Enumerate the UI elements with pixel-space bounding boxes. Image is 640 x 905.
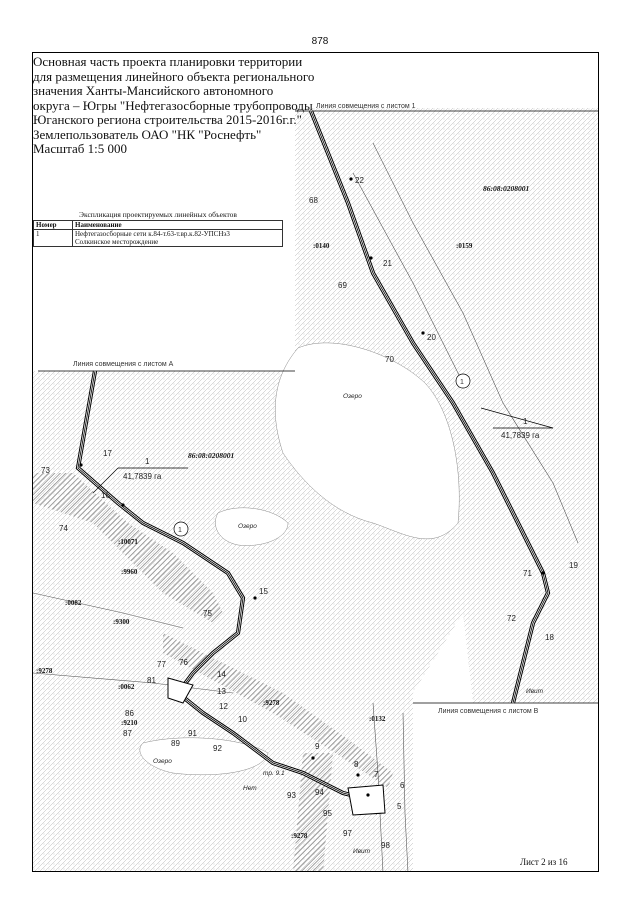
- callout-number-lower: 1: [145, 457, 150, 466]
- title-line: значения Ханты-Мансийского автономного: [33, 83, 274, 98]
- minor-label: Ивит: [526, 688, 544, 695]
- vertex-label: 8: [354, 760, 359, 769]
- minor-label: Нет: [243, 785, 257, 792]
- parcel-label: :0062: [118, 683, 135, 691]
- legend: [33, 210, 283, 247]
- title-line: для размещения линейного объекта регионального: [33, 68, 315, 84]
- parcel-label: :0132: [369, 715, 386, 723]
- vertex-label: 91: [188, 729, 197, 738]
- parcel-label: :9960: [121, 568, 138, 576]
- vertex-label: 10: [238, 715, 247, 724]
- vertex-label: 89: [171, 739, 180, 748]
- parcel-label: :0140: [313, 242, 330, 250]
- legend-row-name-line: Нефтегазосборные сети к.84-т.63-т.вр.к.82-УПСНэ3: [75, 230, 230, 238]
- vertex-label: 5: [397, 802, 402, 811]
- vertex-label: 9: [315, 742, 320, 751]
- callout-area-upper: 41,7839 га: [501, 431, 540, 440]
- object-marker-lower-label: 1: [178, 527, 182, 534]
- legend-title: Экспликация проектируемых линейных объектов: [79, 210, 237, 219]
- vertex-label: 21: [383, 259, 392, 268]
- vertex-label: 75: [203, 609, 212, 618]
- parcel-label: :9210: [121, 719, 138, 727]
- vertex-label: 94: [315, 788, 324, 797]
- vertex-label: 15: [259, 587, 268, 596]
- vertex-label: 77: [157, 660, 166, 669]
- vertex-label: 72: [507, 614, 516, 623]
- match-label-sheetB: Линия совмещения с листом В: [438, 708, 539, 715]
- vertex-label: 93: [287, 791, 296, 800]
- legend-header-name: Наименование: [73, 221, 283, 230]
- callout-number-upper: 1: [523, 417, 528, 426]
- vertex-label: 86: [125, 709, 134, 718]
- title-line: Масштаб 1:5 000: [33, 141, 127, 156]
- vertex-label: 95: [323, 809, 332, 818]
- cadastral-block-lower: 86:08:0208001: [188, 451, 235, 460]
- vertex-label: 68: [309, 196, 318, 205]
- parcel-label: :9278: [263, 699, 280, 707]
- well-pad: [348, 785, 385, 815]
- vertex-label: 13: [217, 687, 226, 696]
- match-label-sheetA: Линия совмещения с листом А: [73, 361, 174, 368]
- legend-header-number: Номер: [34, 221, 73, 230]
- title-line: Основная часть проекта планировки территории: [33, 54, 303, 69]
- map-sheet: [32, 52, 599, 872]
- cadastral-block-upper: 86:08:0208001: [483, 184, 530, 193]
- table-row: [34, 230, 283, 247]
- lake-label-small: Озеро: [238, 523, 257, 530]
- legend-row-name: [73, 230, 283, 247]
- callout-area-lower: 41,7839 га: [123, 472, 162, 481]
- match-label-sheet1: Линия совмещения с листом 1: [316, 103, 416, 110]
- page-number: 878: [311, 36, 329, 47]
- legend-row-name-line: Солкинское месторождение: [75, 238, 159, 246]
- parcel-label: :9278: [36, 667, 53, 675]
- vertex-label: 7: [374, 770, 379, 779]
- title-line: Землепользователь ОАО "НК "Роснефть": [33, 126, 262, 142]
- title-line: округа – Югры "Нефтегазосборные трубопроводы: [33, 97, 313, 113]
- vertex-label: 87: [123, 729, 132, 738]
- legend-row-number: 1: [34, 230, 73, 247]
- vertex-label: 71: [523, 569, 532, 578]
- vertex-label: 92: [213, 744, 222, 753]
- title-block: [33, 55, 363, 157]
- vertex-label: 81: [147, 676, 156, 685]
- vertex-label: 73: [41, 466, 50, 475]
- vertex-label: 6: [400, 781, 405, 790]
- vertex-label: 17: [103, 449, 112, 458]
- title-line: Юганского региона строительства 2015-2016г.г.": [33, 112, 302, 127]
- legend-table: [33, 220, 283, 247]
- lake-label-main: Озеро: [343, 393, 362, 400]
- parcel-label: :9278: [291, 832, 308, 840]
- vertex-label: 14: [217, 670, 226, 679]
- lake-label-lower: Озеро: [153, 758, 172, 765]
- vertex-label: 70: [385, 355, 394, 364]
- vertex-label: 16: [101, 491, 110, 500]
- vertex-label: 18: [545, 633, 554, 642]
- minor-label: тр. 9.1: [263, 770, 285, 777]
- minor-label: Ивит: [353, 848, 371, 855]
- object-marker-upper-label: 1: [460, 379, 464, 386]
- parcel-label: :0082: [65, 599, 82, 607]
- vertex-label: 97: [343, 829, 352, 838]
- vertex-label: 19: [569, 561, 578, 570]
- map-canvas: [33, 53, 599, 872]
- vertex-label: 20: [427, 333, 436, 342]
- parcel-label: :9300: [113, 618, 130, 626]
- vertex-label: 22: [355, 176, 364, 185]
- vertex-label: 69: [338, 281, 347, 290]
- parcel-label: :0159: [456, 242, 473, 250]
- sheet-label: Лист 2 из 16: [520, 857, 568, 867]
- vertex-label: 74: [59, 524, 68, 533]
- vertex-label: 98: [381, 841, 390, 850]
- vertex-label: 76: [179, 658, 188, 667]
- parcel-label: :10071: [118, 538, 138, 546]
- vertex-label: 12: [219, 702, 228, 711]
